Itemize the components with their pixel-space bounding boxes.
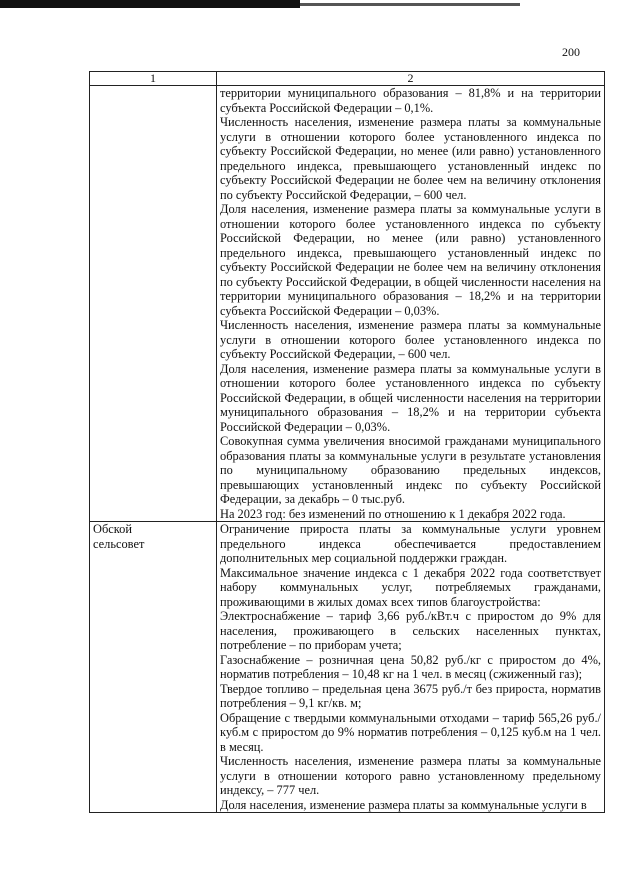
page-number: 200 xyxy=(562,45,580,59)
paragraph: Совокупная сумма увеличения вносимой гражданами муниципального образования платы за коммунальные услуги в результате установления по муниципальному образованию предельных индексов, превышающих установленный индекс по субъекту Российской Федерации, за декабрь – 0 тыс.руб. xyxy=(220,434,601,506)
table-header-row xyxy=(90,72,605,86)
column-number-2: 2 xyxy=(217,72,605,86)
paragraph: Численность населения, изменение размера платы за коммунальные услуги в отношении которого равно установленному предельному индексу, – 777 чел. xyxy=(220,754,601,797)
row-text-cell xyxy=(217,522,605,813)
paragraph: территории муниципального образования – 81,8% и на территории субъекта Российской Федерации – 0,1%. xyxy=(220,86,601,115)
paragraph: Газоснабжение – розничная цена 50,82 руб./кг с приростом до 4%, норматив потребления – 10,48 кг на 1 чел. в месяц (сжиженный газ); xyxy=(220,652,601,681)
row-label-cell xyxy=(90,522,217,813)
paragraph: Электроснабжение – тариф 3,66 руб./кВт.ч с приростом до 9% для населения, проживающего в сельских населенных пунктах, потребление – по приборам учета; xyxy=(220,609,601,652)
paragraph: Численность населения, изменение размера платы за коммунальные услуги в отношении которого более установленного индекса по субъекту Российской Федерации, но менее (или равно) установленного предельного индекса, превышающего установленный индекс по субъекту Российской Федерации не более чем на величину отклонения по субъекту Российской Федерации, – 600 чел. xyxy=(220,115,601,202)
paragraph: Доля населения, изменение размера платы за коммунальные услуги в отношении которого более установленного индекса по субъекту Российской Федерации, в общей численности населения на территории муниципального образования – 18,2% и на территории субъекта Российской Федерации – 0,03%. xyxy=(220,361,601,434)
paragraph: Ограничение прироста платы за коммунальные услуги уровнем предельного индекса обеспечивается предоставлением дополнительных мер социальной поддержки граждан. xyxy=(220,522,601,565)
row-label-cell xyxy=(90,86,217,522)
row-text-cell xyxy=(217,86,605,522)
table-row xyxy=(90,522,605,813)
table-row xyxy=(90,86,605,522)
paragraph: Доля населения, изменение размера платы за коммунальные услуги в отношении которого более установленного индекса по субъекту Российской Федерации, но менее (или равно) установленного предельного индекса, превышающего установленный индекс по субъекту Российской Федерации не более чем на величину отклонения по субъекту Российской Федерации, в общей численности населения на территории муниципального образования – 18,2% и на территории субъекта Российской Федерации – 0,03%. xyxy=(220,202,601,318)
scan-artifact-bar xyxy=(0,0,300,8)
paragraph: Максимальное значение индекса с 1 декабря 2022 года соответствует набору коммунальных услуг, потребляемых гражданами, проживающими в жилых домах всех типов благоустройства: xyxy=(220,565,601,609)
municipality-name-line: сельсовет xyxy=(93,536,145,551)
paragraph: Численность населения, изменение размера платы за коммунальные услуги в отношении которого более установленного индекса по субъекту Российской Федерации, – 600 чел. xyxy=(220,318,601,361)
paragraph: Обращение с твердыми коммунальными отходами – тариф 565,26 руб./куб.м с приростом до 9% норматив потребления – 0,125 куб.м на 1 чел. в месяц. xyxy=(220,710,601,754)
paragraph: На 2023 год: без изменений по отношению к 1 декабря 2022 года. xyxy=(220,506,566,521)
column-number-1: 1 xyxy=(90,72,217,86)
scan-artifact-bar xyxy=(300,3,520,6)
paragraph: Доля населения, изменение размера платы за коммунальные услуги в xyxy=(220,797,587,812)
municipality-name-line: Обской xyxy=(93,522,132,536)
paragraph: Твердое топливо – предельная цена 3675 руб./т без прироста, норматив потребления – 9,1 кг/кв. м; xyxy=(220,681,601,710)
document-table xyxy=(89,71,605,813)
